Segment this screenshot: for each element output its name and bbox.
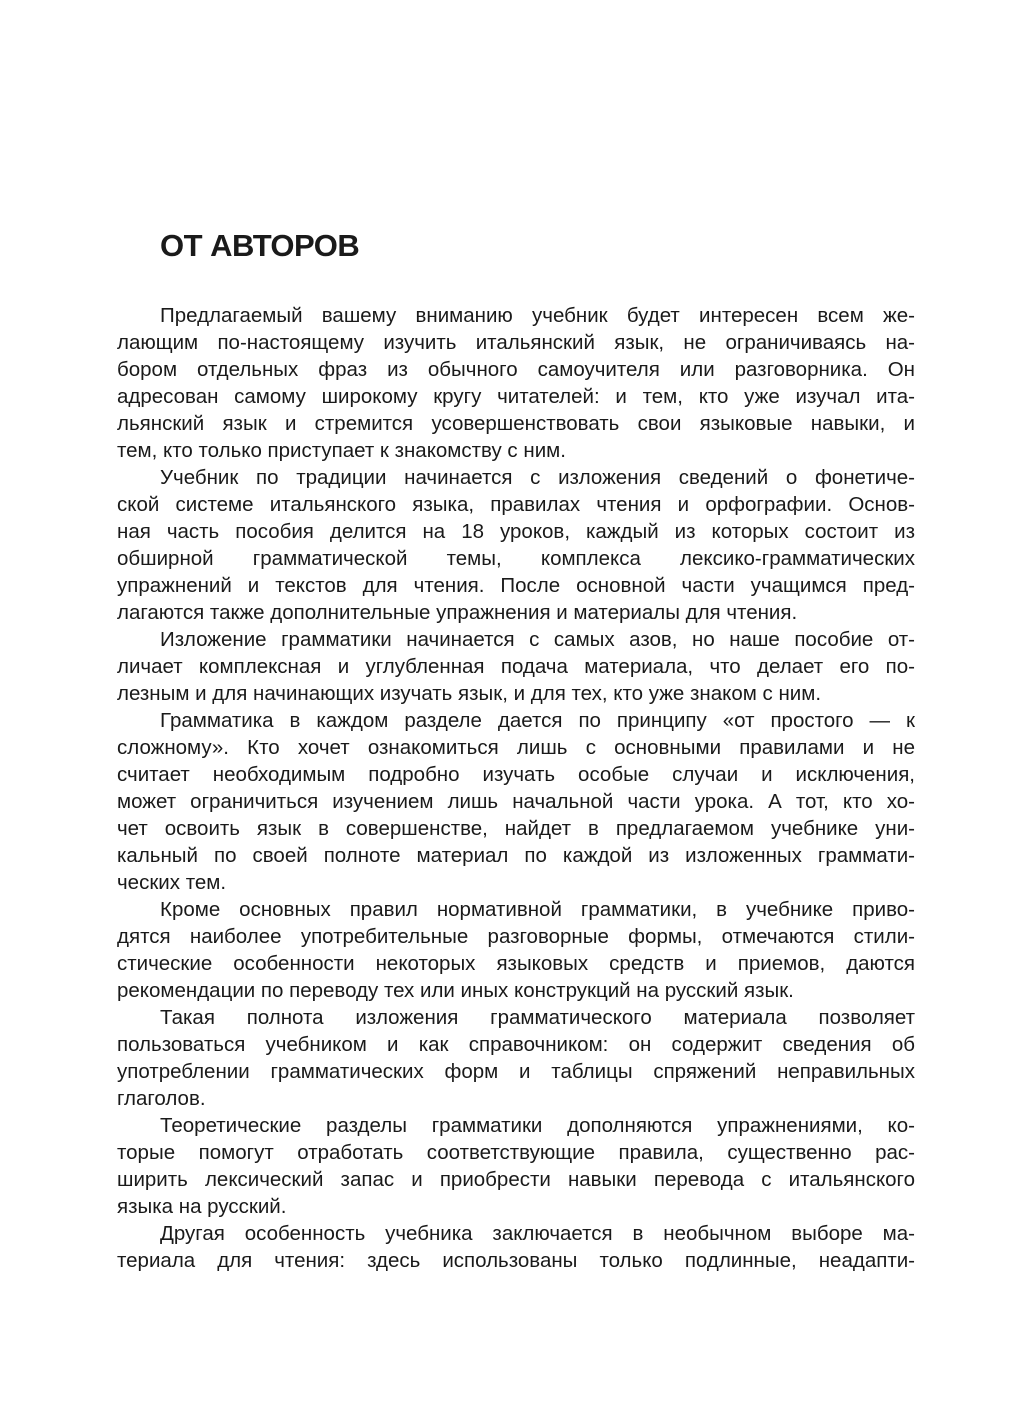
paragraph-line: льянский язык и стремится усовершенствовать свои языковые навыки, и [117,412,915,435]
paragraph [117,1112,915,1220]
paragraph-line: ской системе итальянского языка, правилах чтения и орфографии. Основ- [117,493,915,516]
paragraph-line: лающим по-настоящему изучить итальянский язык, не ограничиваясь на- [117,331,915,354]
paragraph-line: Учебник по традиции начинается с изложения сведений о фонетиче- [160,466,915,489]
paragraph-line: лезным и для начинающих изучать язык, и для тех, кто уже знаком с ним. [117,682,822,705]
paragraph-line: лагаются также дополнительные упражнения и материалы для чтения. [117,601,798,624]
paragraph-line: сложному». Кто хочет ознакомиться лишь с основными правилами и не [117,736,915,759]
paragraph-line: ная часть пособия делится на 18 уроков, каждый из которых состоит из [117,520,915,543]
paragraph-line: дятся наиболее употребительные разговорные формы, отмечаются стили- [117,925,915,948]
paragraph [117,1004,915,1112]
paragraph-line: кальный по своей полноте материал по каждой из изложенных граммати- [117,844,915,867]
paragraph-line: Предлагаемый вашему вниманию учебник будет интересен всем же- [160,304,915,327]
paragraph-line: тем, кто только приступает к знакомству с ним. [117,439,566,462]
document-body [117,302,915,1274]
paragraph-line: териала для чтения: здесь использованы только подлинные, неадапти- [117,1249,915,1272]
paragraph-line: может ограничиться изучением лишь начальной части урока. А тот, кто хо- [117,790,915,813]
paragraph-line: ширить лексический запас и приобрести навыки перевода с итальянского [117,1168,915,1191]
paragraph-line: Такая полнота изложения грамматического материала позволяет [160,1006,915,1029]
paragraph [117,626,915,707]
paragraph-line: Теоретические разделы грамматики дополняются упражнениями, ко- [160,1114,915,1137]
paragraph [117,896,915,1004]
paragraph [117,707,915,896]
paragraph-line: стические особенности некоторых языковых средств и приемов, даются [117,952,915,975]
paragraph [117,302,915,464]
paragraph [117,1220,915,1274]
paragraph-line: употреблении грамматических форм и таблицы спряжений неправильных [117,1060,915,1083]
paragraph-line: ческих тем. [117,871,227,894]
paragraph-line: обширной грамматической темы, комплекса лексико-грамматических [117,547,915,570]
paragraph-line: личает комплексная и углубленная подача материала, что делает его по- [117,655,915,678]
paragraph-line: считает необходимым подробно изучать особые случаи и исключения, [117,763,915,786]
paragraph-line: торые помогут отработать соответствующие правила, существенно рас- [117,1141,915,1164]
paragraph-line: Грамматика в каждом разделе дается по принципу «от простого — к [160,709,915,732]
paragraph [117,464,915,626]
paragraph-line: глаголов. [117,1087,206,1110]
page-heading: ОТ АВТОРОВ [160,228,360,263]
paragraph-line: упражнений и текстов для чтения. После основной части учащимся пред- [117,574,915,597]
paragraph-line: рекомендации по переводу тех или иных конструкций на русский язык. [117,979,794,1002]
paragraph-line: пользоваться учебником и как справочником: он содержит сведения об [117,1033,915,1056]
paragraph-line: Кроме основных правил нормативной грамматики, в учебнике приво- [160,898,915,921]
paragraph-line: адресован самому широкому кругу читателей: и тем, кто уже изучал ита- [117,385,915,408]
paragraph-line: бором отдельных фраз из обычного самоучителя или разговорника. Он [117,358,915,381]
paragraph-line: чет освоить язык в совершенстве, найдет в предлагаемом учебнике уни- [117,817,915,840]
paragraph-line: языка на русский. [117,1195,287,1218]
paragraph-line: Другая особенность учебника заключается в необычном выборе ма- [160,1222,915,1245]
paragraph-line: Изложение грамматики начинается с самых азов, но наше пособие от- [160,628,915,651]
